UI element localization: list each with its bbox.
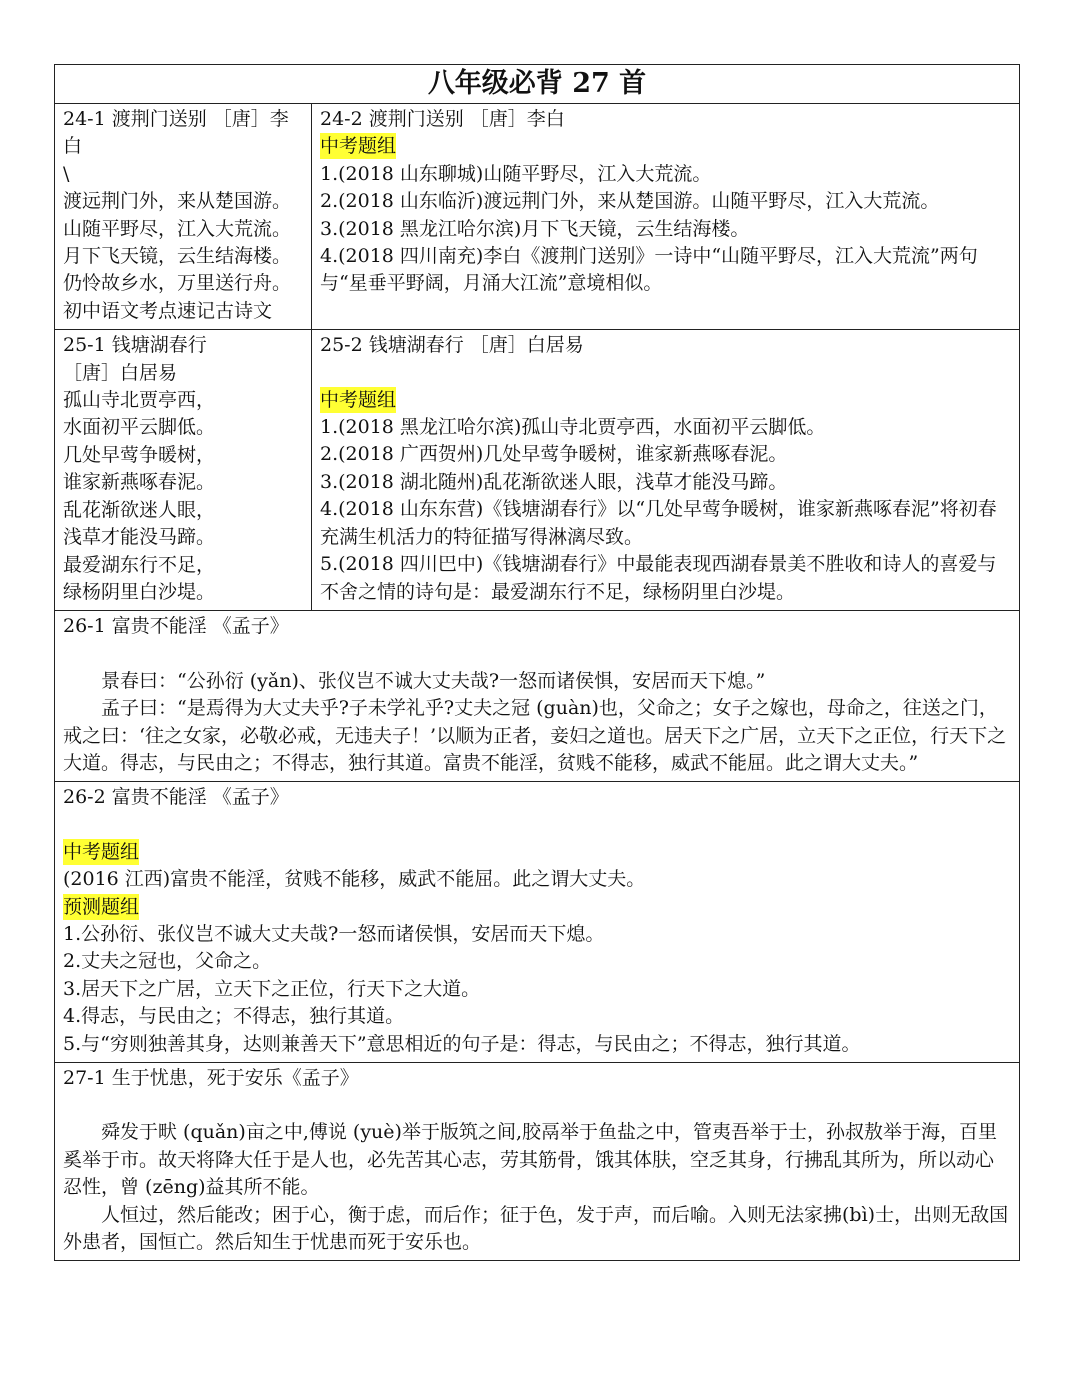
poem-line: 乱花渐欲迷人眼， bbox=[63, 498, 216, 521]
exam-item: 1.(2018 山东聊城)山随平野尽，江入大荒流。 bbox=[320, 162, 712, 185]
heading-24-2: 24-2 渡荆门送别 ［唐］李白 bbox=[320, 108, 565, 130]
cell-26-1 bbox=[55, 611, 1020, 782]
exam-item: 5.(2018 四川巴中)《钱塘湖春行》中最能表现西湖春景美不胜收和诗人的喜爱与不舍之情的诗句是：最爱湖东行不足，绿杨阴里白沙堤。 bbox=[320, 553, 997, 603]
poem-line: 浅草才能没马蹄。 bbox=[63, 526, 216, 549]
heading-25-2: 25-2 钱塘湖春行 ［唐］白居易 bbox=[320, 334, 584, 357]
poem-line: 几处早莺争暖树， bbox=[63, 443, 216, 466]
page-title: 八年级必背 27 首 bbox=[55, 65, 1020, 104]
poem-line: 谁家新燕啄春泥。 bbox=[63, 471, 216, 494]
poem-author: ［唐］白居易 bbox=[63, 361, 178, 384]
prediction-item: 4.得志，与民由之；不得志，独行其道。 bbox=[63, 1005, 405, 1028]
exam-item: 3.(2018 湖北随州)乱花渐欲迷人眼，浅草才能没马蹄。 bbox=[320, 470, 788, 493]
heading-26-2: 26-2 富贵不能淫 《孟子》 bbox=[63, 786, 289, 809]
prediction-item: 2.丈夫之冠也，父命之。 bbox=[63, 950, 272, 973]
row-25 bbox=[55, 330, 1020, 611]
heading-25-1: 25-1 钱塘湖春行 bbox=[63, 334, 207, 357]
heading-26-1: 26-1 富贵不能淫 《孟子》 bbox=[63, 615, 289, 638]
exam-item: (2016 江西)富贵不能淫，贫贱不能移，威武不能屈。此之谓大丈夫。 bbox=[63, 868, 646, 891]
cell-27-1 bbox=[55, 1063, 1020, 1261]
exam-item: 2.(2018 山东临沂)渡远荆门外，来从楚国游。山随平野尽，江入大荒流。 bbox=[320, 190, 940, 213]
cell-26-2 bbox=[55, 782, 1020, 1063]
row-24 bbox=[55, 104, 1020, 330]
blank-line bbox=[63, 641, 1011, 668]
highlight-tag: 中考题组 bbox=[320, 135, 397, 158]
cell-24-2 bbox=[312, 104, 1020, 330]
row-27-1 bbox=[55, 1063, 1020, 1261]
passage-paragraph: 人恒过，然后能改；困于心，衡于虑，而后作；征于色，发于声，而后喻。入则无法家拂(bì)士，出则无敌国外患者，国恒亡。然后知生于忧患而死于安乐也。 bbox=[63, 1203, 1009, 1254]
poem-table bbox=[54, 64, 1020, 1261]
exam-item: 4.(2018 山东东营)《钱塘湖春行》以“几处早莺争暖树，谁家新燕啄春泥”将初春充满生机活力的特征描写得淋漓尽致。 bbox=[320, 498, 997, 548]
highlight-tag: 预测题组 bbox=[63, 895, 140, 918]
exam-item: 3.(2018 黑龙江哈尔滨)月下飞天镜，云生结海楼。 bbox=[320, 217, 750, 240]
highlight-tag: 中考题组 bbox=[320, 388, 397, 411]
prediction-item: 1.公孙衍、张仪岂不诚大丈夫哉?一怒而诸侯惧，安居而天下熄。 bbox=[63, 922, 605, 945]
exam-item: 1.(2018 黑龙江哈尔滨)孤山寺北贾亭西，水面初平云脚低。 bbox=[320, 416, 826, 439]
heading-27-1: 27-1 生于忧患，死于安乐《孟子》 bbox=[63, 1067, 359, 1089]
poem-line: 山随平野尽，江入大荒流。 bbox=[63, 217, 292, 240]
cell-25-1 bbox=[55, 330, 312, 611]
poem-line: 月下飞天镜，云生结海楼。 bbox=[63, 245, 292, 268]
document-sheet bbox=[54, 64, 1020, 1261]
poem-line: 仍怜故乡水，万里送行舟。 bbox=[63, 272, 292, 295]
exam-item: 2.(2018 广西贺州)几处早莺争暖树，谁家新燕啄春泥。 bbox=[320, 443, 788, 466]
row-26-2 bbox=[55, 782, 1020, 1063]
prediction-item: 3.居天下之广居，立天下之正位，行天下之大道。 bbox=[63, 977, 481, 1000]
cell-24-1 bbox=[55, 104, 312, 330]
blank-line bbox=[320, 360, 1011, 387]
poem-line: 初中语文考点速记古诗文 bbox=[63, 299, 273, 322]
prediction-item: 5.与“穷则独善其身，达则兼善天下”意思相近的句子是：得志，与民由之；不得志，独行其道。 bbox=[63, 1032, 861, 1055]
poem-line: 渡远荆门外，来从楚国游。 bbox=[63, 190, 292, 213]
highlight-tag: 中考题组 bbox=[63, 840, 140, 863]
poem-line: 水面初平云脚低。 bbox=[63, 416, 216, 439]
poem-line: 绿杨阴里白沙堤。 bbox=[63, 580, 216, 603]
passage-paragraph: 景春曰：“公孙衍 (yǎn)、张仪岂不诚大丈夫哉?一怒而诸侯惧，安居而天下熄。” bbox=[101, 669, 766, 692]
passage-paragraph: 舜发于畎 (quǎn)亩之中,傅说 (yuè)举于版筑之间,胶鬲举于鱼盐之中，管夷吾举于士，孙叔敖举于海，百里奚举于市。故天将降大任于是人也，必先苦其心志，劳其筋骨，饿其体肤，空乏其身，行拂乱其所为，所以动心忍性，曾 (zēng)益其所不能。 bbox=[63, 1121, 997, 1199]
title-row bbox=[55, 65, 1020, 104]
blank-line bbox=[63, 812, 1011, 839]
poem-line: \ bbox=[63, 162, 70, 185]
passage-paragraph: 孟子曰：“是焉得为大丈夫乎?子未学礼乎?丈夫之冠 (guàn)也，父命之；女子之嫁也，母命之，往送之门，戒之曰：‘往之女家，必敬必戒，无违夫子！’以顺为正者，妾妇之道也。居天下之广居，立天下之正位，行天下之大道。得志，与民由之；不得志，独行其道。富贵不能淫，贫贱不能移，威武不能屈。此之谓大丈夫。” bbox=[63, 697, 1007, 774]
blank-line bbox=[63, 1092, 1011, 1119]
cell-25-2 bbox=[312, 330, 1020, 611]
poem-line: 最爱湖东行不足， bbox=[63, 553, 216, 576]
row-26-1 bbox=[55, 611, 1020, 782]
exam-item: 4.(2018 四川南充)李白《渡荆门送别》一诗中“山随平野尽，江入大荒流”两句与“星垂平野阔，月涌大江流”意境相似。 bbox=[320, 245, 978, 295]
poem-line: 孤山寺北贾亭西， bbox=[63, 389, 216, 412]
heading-24-1: 24-1 渡荆门送别 ［唐］李白 bbox=[63, 108, 289, 158]
